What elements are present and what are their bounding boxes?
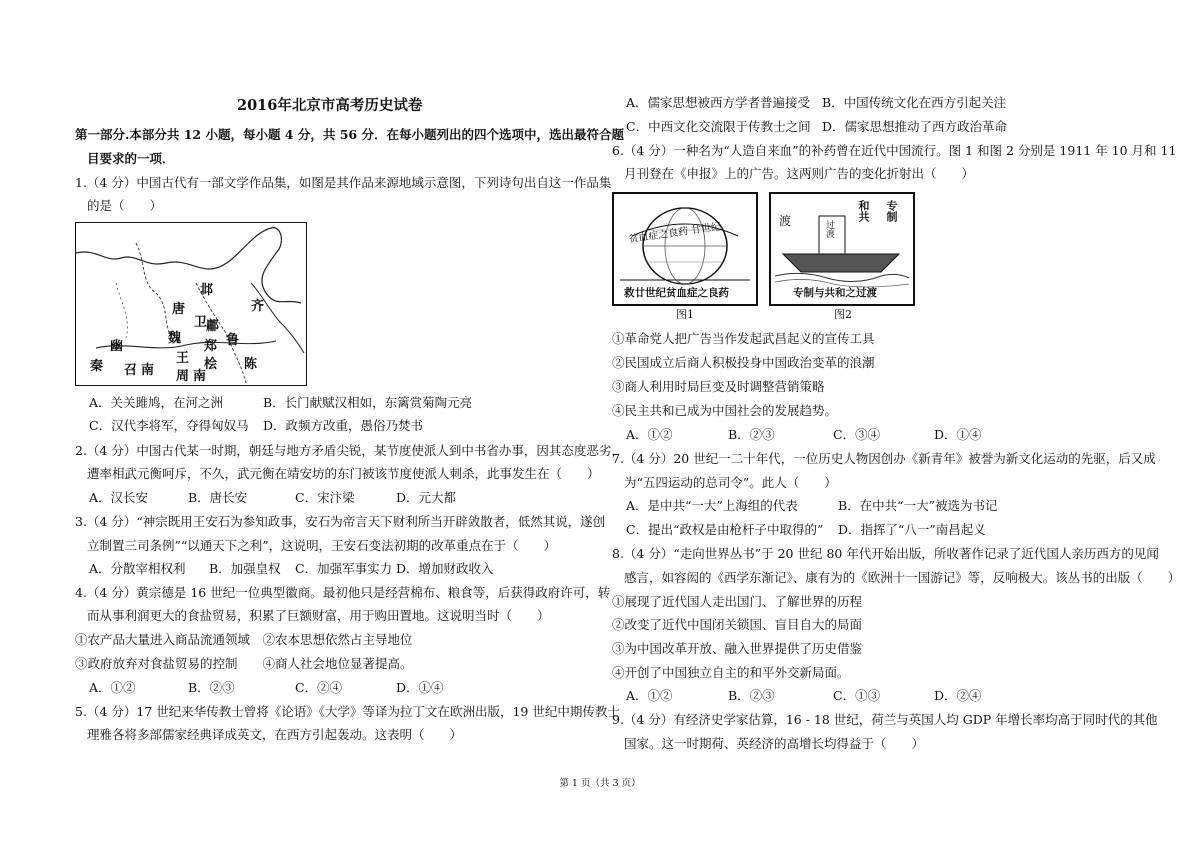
q1-map-figure bbox=[75, 222, 307, 386]
q9-stem-line1: 9.（4 分）有经济史学家估算，16 - 18 世纪，荷兰与英国人均 GDP 年增长率均高于同时代的其他 bbox=[612, 712, 1158, 727]
q8-statement-2: ②改变了近代中国闭关锁国、盲目自大的局面 bbox=[612, 617, 863, 632]
q2-option-a: A．汉长安 bbox=[89, 490, 149, 505]
map-label-bin: 幽 bbox=[110, 339, 124, 354]
map-label-lu: 鲁 bbox=[226, 333, 240, 348]
q2-stem-line2: 遭率相武元衡呵斥，不久，武元衡在靖安坊的东门被该节度使派人刺杀，此事发生在（ ） bbox=[87, 466, 600, 481]
q4-stem-line2: 而从事利润更大的食盐贸易，积累了巨额财富，用于购田置地。这说明当时（ ） bbox=[87, 608, 550, 623]
q6-option-c: C．③④ bbox=[833, 427, 881, 442]
map-label-chen: 陈 bbox=[244, 357, 258, 372]
section-heading-line1: 第一部分.本部分共 12 小题，每小题 4 分，共 56 分．在每小题列出的四个选项中，选出最符合题 bbox=[75, 127, 624, 142]
q6-fig1-label: 图1 bbox=[676, 308, 694, 321]
fig2-banner-b: 和共 bbox=[857, 200, 870, 222]
q5-option-c: C．中西文化交流限于传教士之间 bbox=[626, 119, 811, 134]
map-label-wang: 王 bbox=[176, 351, 190, 366]
q3-stem-line1: 3.（4 分）“神宗既用王安石为参知政事，安石为帝言天下财利所当开辟敛散者，低然其说，遂创 bbox=[75, 514, 606, 529]
q6-option-d: D．①④ bbox=[934, 427, 982, 442]
q3-stem-line2: 立制置三司条例”“以通天下之利”，这说明，王安石变法初期的改革重点在于（ ） bbox=[87, 538, 557, 553]
q8-statement-1: ①展现了近代国人走出国门、了解世界的历程 bbox=[612, 594, 863, 609]
q6-statement-2: ②民国成立后商人积极投身中国政治变革的浪潮 bbox=[612, 355, 875, 370]
q3-option-c: C．加强军事实力 bbox=[295, 561, 393, 576]
q8-option-a: A．①② bbox=[626, 688, 673, 703]
q4-statement-1-2: ①农产品大量进入商品流通领域 ②农本思想依然占主导地位 bbox=[75, 632, 413, 647]
fig2-sign-text: 过渡 bbox=[824, 220, 834, 238]
q4-stem-line1: 4.（4 分）黄宗德是 16 世纪一位典型徽商。最初他只是经营棉布、粮食等，后获得政府许可，转 bbox=[75, 585, 611, 600]
map-label-tang: 唐 bbox=[172, 302, 186, 317]
q5-option-b: B．中国传统文化在西方引起关注 bbox=[822, 95, 1007, 110]
q6-figure-1 bbox=[612, 192, 758, 306]
q8-statement-3: ③为中国改革开放、融入世界提供了历史借鉴 bbox=[612, 641, 863, 656]
fig1-bottom-caption: 救廿世纪贫血症之良药 bbox=[624, 287, 729, 299]
q7-option-d: D．指挥了“八一”南昌起义 bbox=[838, 522, 986, 537]
map-label-bei: 邶 bbox=[200, 283, 214, 298]
map-label-zhounan: 周南 bbox=[176, 369, 211, 384]
q8-option-c: C．①③ bbox=[833, 688, 881, 703]
q6-stem-line1: 6.（4 分）一种名为“人造自来血”的补药曾在近代中国流行。图 1 和图 2 分别是 1911 年 10 月和 11 bbox=[612, 143, 1177, 158]
q7-stem-line2: 为“五四运动的总司令”。此人（ ） bbox=[624, 475, 837, 490]
q9-stem-line2: 国家。这一时期荷、英经济的高增长均得益于（ ） bbox=[624, 736, 925, 751]
page-footer: 第 1 页（共 3 页） bbox=[559, 778, 641, 789]
exam-title: 2016年北京市高考历史试卷 bbox=[237, 97, 423, 114]
section-heading-line2: 目要求的一项． bbox=[87, 151, 175, 166]
q7-stem-line1: 7.（4 分）20 世纪一二十年代，一位历史人物因创办《新青年》被誉为新文化运动的先驱，后又成 bbox=[612, 451, 1156, 466]
q1-stem-line2: 的是（ ） bbox=[87, 198, 163, 213]
map-label-shaonan: 召南 bbox=[124, 363, 159, 378]
q8-stem-line2: 感言，如容闳的《西学东渐记》、康有为的《欧洲十一国游记》等，反响极大。该丛书的出版（ ） bbox=[624, 570, 1181, 585]
q6-statement-4: ④民主共和已成为中国社会的发展趋势。 bbox=[612, 403, 838, 418]
q2-stem-line1: 2.（4 分）中国古代某一时期，朝廷与地方矛盾尖锐，某节度使派人到中书省办事，因其态度恶劣， bbox=[75, 443, 624, 458]
map-coastline-drawing bbox=[76, 223, 306, 385]
q7-option-c: C．提出“政权是由枪杆子中取得的” bbox=[626, 522, 824, 537]
q7-option-b: B．在中共“一大”被选为书记 bbox=[838, 498, 998, 513]
q1-option-b: B．长门献赋汉相如，东篱赏菊陶元亮 bbox=[263, 395, 473, 410]
fig1-arc-text: 贫血症之良药 廿世纪 bbox=[627, 221, 722, 246]
q6-stem-line2: 月刊登在《申报》上的广告。这两则广告的变化折射出（ ） bbox=[624, 166, 975, 181]
q6-fig2-label: 图2 bbox=[834, 308, 852, 321]
q3-option-b: B．加强皇权 bbox=[209, 561, 281, 576]
q6-option-a: A．①② bbox=[626, 427, 673, 442]
q6-figure-2 bbox=[769, 192, 915, 306]
map-label-zheng: 郑 bbox=[204, 339, 218, 354]
q5-stem-line2: 理雅各将多部儒家经典译成英文，在西方引起轰动。这表明（ ） bbox=[87, 727, 463, 742]
map-label-qi: 齐 bbox=[251, 299, 265, 314]
q1-option-c: C．汉代李将军，夺得匈奴马 bbox=[89, 418, 249, 433]
q2-option-b: B．唐长安 bbox=[188, 490, 248, 505]
q1-stem-line1: 1.（4 分）中国古代有一部文学作品集，如图是其作品来源地域示意图，下列诗句出自这一作品集 bbox=[75, 175, 612, 190]
q4-option-b: B．②③ bbox=[188, 680, 235, 695]
q8-option-b: B．②③ bbox=[728, 688, 775, 703]
map-label-wei-state: 魏 bbox=[168, 331, 182, 346]
q1-option-d: D．政频方改重，愚俗乃焚书 bbox=[263, 418, 424, 433]
q2-option-d: D．元大都 bbox=[396, 490, 457, 505]
q5-stem-line1: 5.（4 分）17 世纪来华传教士曾将《论语》《大学》等译为拉丁文在欧洲出版，19 世纪中期传教士 bbox=[75, 704, 620, 719]
q6-statement-3: ③商人利用时局巨变及时调整营销策略 bbox=[612, 379, 825, 394]
q3-option-d: D．增加财政收入 bbox=[396, 561, 494, 576]
q5-option-d: D．儒家思想推动了西方政治革命 bbox=[822, 119, 1008, 134]
q8-option-d: D．②④ bbox=[934, 688, 982, 703]
q4-option-c: C．②④ bbox=[295, 680, 343, 695]
q3-option-a: A．分散宰相权利 bbox=[89, 561, 186, 576]
q4-statement-3-4: ③政府放弃对食盐贸易的控制 ④商人社会地位显著提高。 bbox=[75, 656, 413, 671]
fig2-banner-c: 专制 bbox=[885, 200, 898, 222]
map-label-gui: 桧 bbox=[204, 357, 218, 372]
map-label-wei: 卫 bbox=[194, 315, 208, 330]
q8-stem-line1: 8.（4 分）“走向世界丛书”于 20 世纪 80 年代开始出版，所收著作记录了近代国人亲历西方的见闻 bbox=[612, 546, 1159, 561]
map-label-qin: 秦 bbox=[90, 359, 104, 374]
map-label-yong: 鄘 bbox=[206, 319, 220, 334]
q7-option-a: A．是中共“一大”上海组的代表 bbox=[626, 498, 798, 513]
q6-option-b: B．②③ bbox=[728, 427, 775, 442]
q8-statement-4: ④开创了中国独立自主的和平外交新局面。 bbox=[612, 665, 850, 680]
q4-option-a: A．①② bbox=[89, 680, 136, 695]
q1-option-a: A．关关雎鸠，在河之洲 bbox=[89, 395, 224, 410]
q2-option-c: C．宋汴梁 bbox=[295, 490, 355, 505]
q4-option-d: D．①④ bbox=[396, 680, 444, 695]
fig2-left-char: 渡 bbox=[779, 214, 792, 228]
q5-option-a: A．儒家思想被西方学者普遍接受 bbox=[626, 95, 811, 110]
fig2-bottom-caption: 专制与共和之过渡 bbox=[793, 287, 877, 299]
q6-statement-1: ①革命党人把广告当作发起武昌起义的宣传工具 bbox=[612, 331, 875, 346]
